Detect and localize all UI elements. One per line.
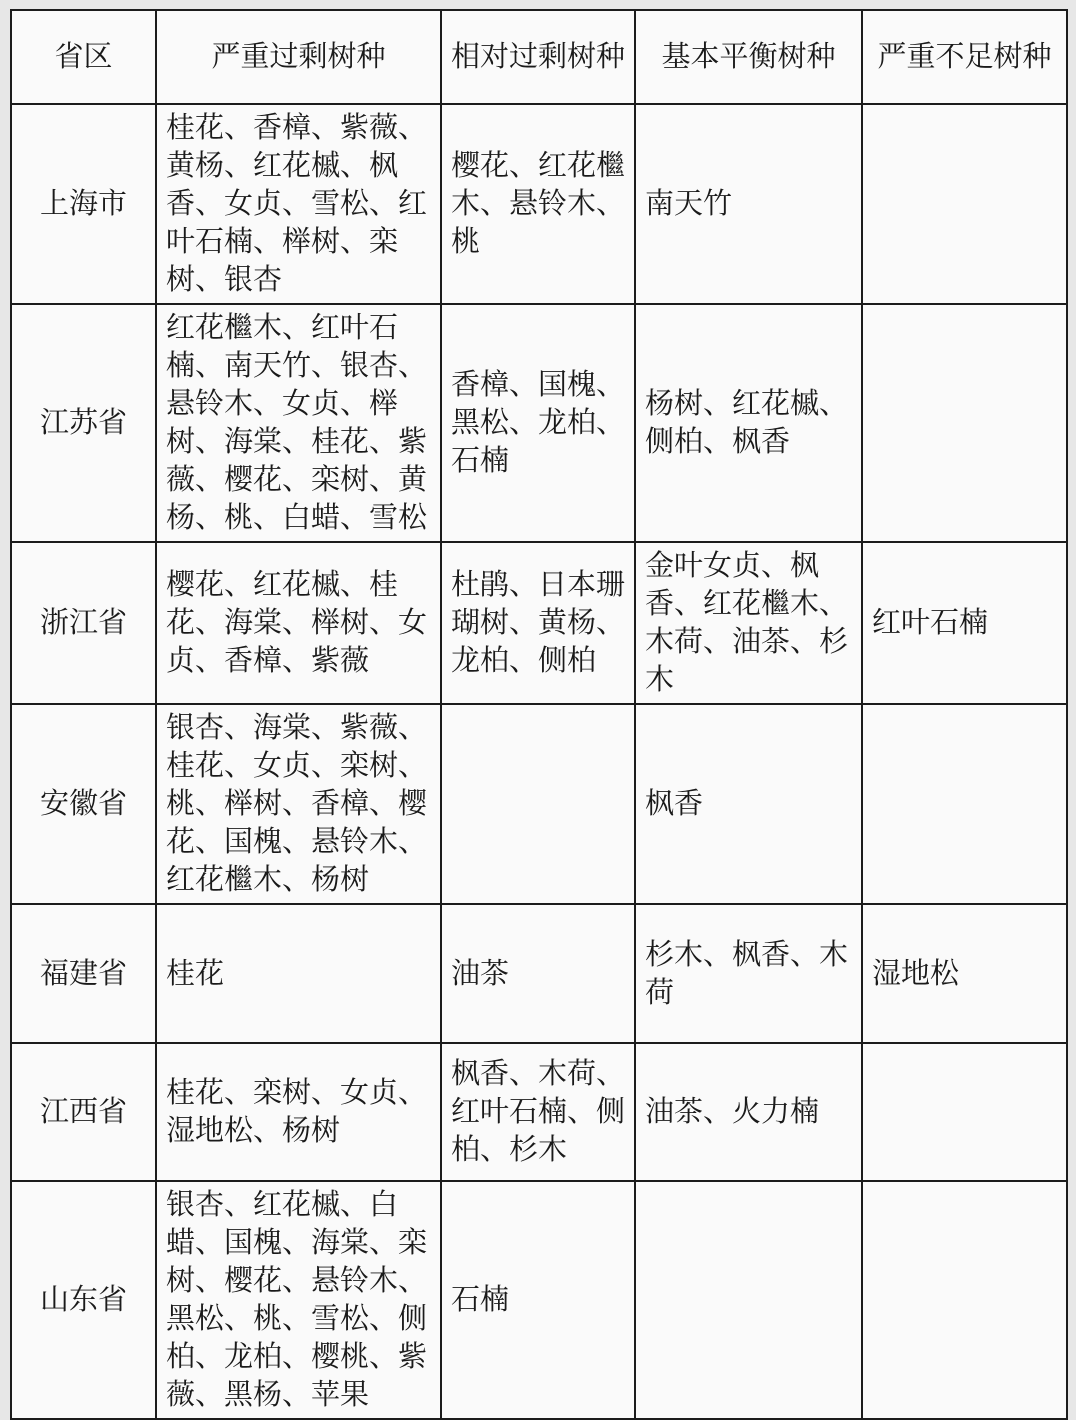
table-header [11,10,1067,104]
province-cell: 江西省 [11,1043,156,1181]
severe-surplus-cell: 红花檵木、红叶石楠、南天竹、银杏、悬铃木、女贞、榉树、海棠、桂花、紫薇、樱花、栾树、黄杨、桃、白蜡、雪松 [156,304,441,542]
severe-shortage-cell [862,304,1067,542]
balanced-cell: 杨树、红花槭、侧柏、枫香 [635,304,862,542]
table-row [11,104,1067,304]
severe-shortage-cell [862,104,1067,304]
severe-surplus-cell: 桂花、香樟、紫薇、黄杨、红花槭、枫香、女贞、雪松、红叶石楠、榉树、栾树、银杏 [156,104,441,304]
relative-surplus-cell: 香樟、国槐、黑松、龙柏、石楠 [441,304,635,542]
balanced-cell: 南天竹 [635,104,862,304]
table-row [11,904,1067,1043]
table-row [11,304,1067,542]
severe-shortage-cell [862,1043,1067,1181]
province-cell: 上海市 [11,104,156,304]
province-cell: 浙江省 [11,542,156,704]
header-row [11,10,1067,104]
table-row [11,1181,1067,1419]
header-province: 省区 [11,10,156,104]
balanced-cell [635,1181,862,1419]
province-cell: 江苏省 [11,304,156,542]
table-row [11,1043,1067,1181]
table-row [11,704,1067,904]
relative-surplus-cell: 油茶 [441,904,635,1043]
balanced-cell: 枫香 [635,704,862,904]
relative-surplus-cell: 石楠 [441,1181,635,1419]
balanced-cell: 油茶、火力楠 [635,1043,862,1181]
header-severe-shortage: 严重不足树种 [862,10,1067,104]
province-cell: 福建省 [11,904,156,1043]
tree-species-table [10,9,1068,1420]
balanced-cell: 杉木、枫香、木荷 [635,904,862,1043]
severe-shortage-cell [862,1181,1067,1419]
severe-shortage-cell [862,704,1067,904]
province-cell: 安徽省 [11,704,156,904]
header-balanced: 基本平衡树种 [635,10,862,104]
header-severe-surplus: 严重过剩树种 [156,10,441,104]
severe-surplus-cell: 桂花、栾树、女贞、湿地松、杨树 [156,1043,441,1181]
severe-surplus-cell: 银杏、海棠、紫薇、桂花、女贞、栾树、桃、榉树、香樟、樱花、国槐、悬铃木、红花檵木、杨树 [156,704,441,904]
relative-surplus-cell: 樱花、红花檵木、悬铃木、桃 [441,104,635,304]
severe-shortage-cell: 湿地松 [862,904,1067,1043]
table-body [11,104,1067,1419]
province-cell: 山东省 [11,1181,156,1419]
severe-surplus-cell: 樱花、红花槭、桂花、海棠、榉树、女贞、香樟、紫薇 [156,542,441,704]
relative-surplus-cell: 杜鹃、日本珊瑚树、黄杨、龙柏、侧柏 [441,542,635,704]
severe-surplus-cell: 桂花 [156,904,441,1043]
table-row [11,542,1067,704]
relative-surplus-cell [441,704,635,904]
relative-surplus-cell: 枫香、木荷、红叶石楠、侧柏、杉木 [441,1043,635,1181]
severe-surplus-cell: 银杏、红花槭、白蜡、国槐、海棠、栾树、樱花、悬铃木、黑松、桃、雪松、侧柏、龙柏、樱桃、紫薇、黑杨、苹果 [156,1181,441,1419]
severe-shortage-cell: 红叶石楠 [862,542,1067,704]
header-relative-surplus: 相对过剩树种 [441,10,635,104]
balanced-cell: 金叶女贞、枫香、红花檵木、木荷、油茶、杉木 [635,542,862,704]
